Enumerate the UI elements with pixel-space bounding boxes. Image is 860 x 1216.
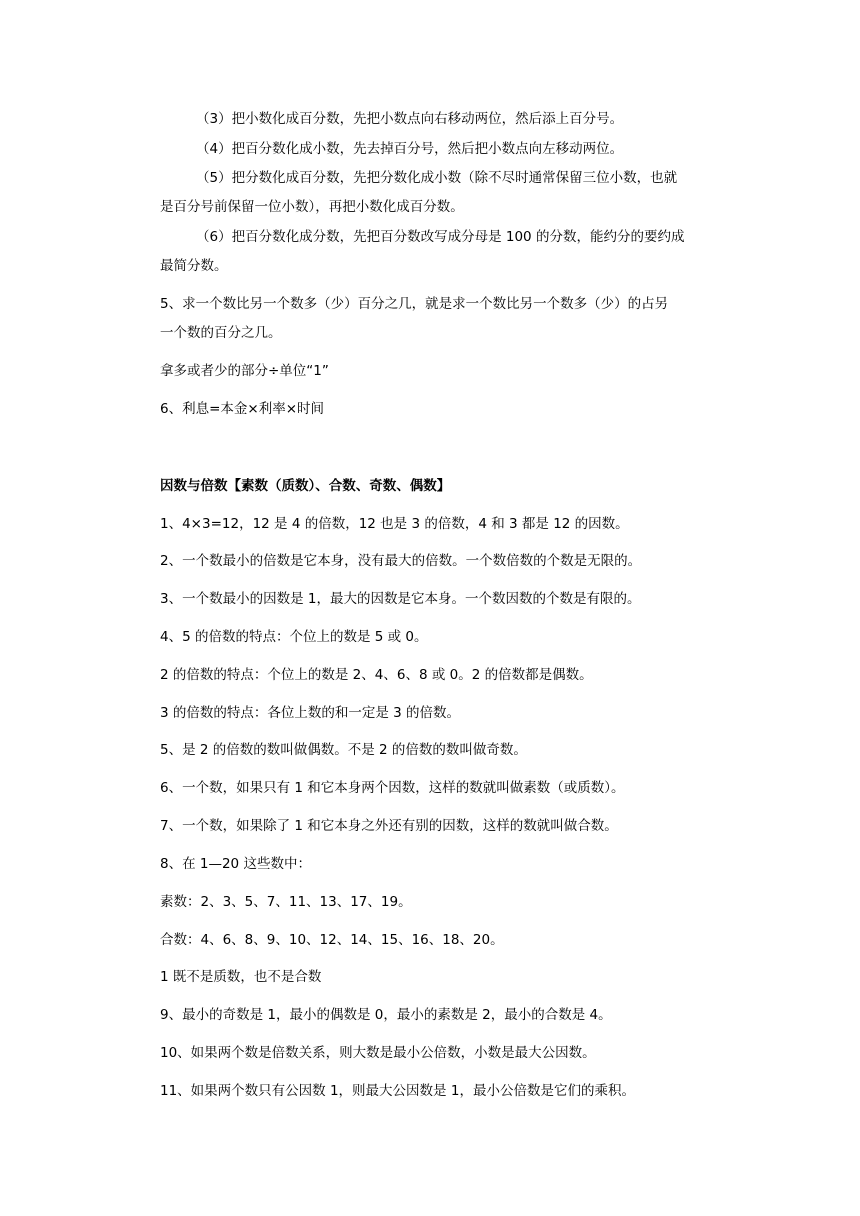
list-item: 3、一个数最小的因数是 1，最大的因数是它本身。一个数因数的个数是有限的。 [160,591,641,607]
list-item: 合数：4、6、8、9、10、12、14、15、16、18、20。 [160,932,504,948]
list-item: 2、一个数最小的倍数是它本身，没有最大的倍数。一个数倍数的个数是无限的。 [160,553,642,569]
list-item: 10、如果两个数是倍数关系，则大数是最小公倍数，小数是最大公因数。 [160,1045,596,1061]
list-item: 1、4×3=12，12 是 4 的倍数，12 也是 3 的倍数，4 和 3 都是 12 的因数。 [160,516,629,532]
list-item: 3 的倍数的特点：各位上数的和一定是 3 的倍数。 [160,705,461,721]
list-item: 素数：2、3、5、7、11、13、17、19。 [160,894,412,910]
percent-rule-5-line1: 5、求一个数比另一个数多（少）百分之几，就是求一个数比另一个数多（少）的占另 [160,296,669,312]
section-heading: 因数与倍数【素数（质数）、合数、奇数、偶数】 [160,478,451,494]
list-item: 9、最小的奇数是 1，最小的偶数是 0，最小的素数是 2，最小的合数是 4。 [160,1007,612,1023]
conversion-rule-6-line1: （6）把百分数化成分数，先把百分数改写成分母是 100 的分数，能约分的要约成 [196,229,685,245]
percent-formula: 拿多或者少的部分÷单位“1” [160,363,329,379]
percent-rule-5-line2: 一个数的百分之几。 [160,325,282,341]
conversion-rule-3: （3）把小数化成百分数，先把小数点向右移动两位，然后添上百分号。 [196,111,624,127]
conversion-rule-4: （4）把百分数化成小数，先去掉百分号，然后把小数点向左移动两位。 [196,141,624,157]
list-item: 5、是 2 的倍数的数叫做偶数。不是 2 的倍数的数叫做奇数。 [160,742,527,758]
list-item: 7、一个数，如果除了 1 和它本身之外还有别的因数，这样的数就叫做合数。 [160,818,618,834]
list-item: 11、如果两个数只有公因数 1，则最大公因数是 1，最小公倍数是它们的乘积。 [160,1083,635,1099]
interest-formula: 6、利息=本金×利率×时间 [160,401,325,417]
list-item: 8、在 1—20 这些数中： [160,856,311,872]
conversion-rule-6-line2: 最简分数。 [160,258,228,274]
list-item: 4、5 的倍数的特点：个位上的数是 5 或 0。 [160,629,428,645]
conversion-rule-5-line1: （5）把分数化成百分数，先把分数化成小数（除不尽时通常保留三位小数，也就 [196,170,678,186]
list-item: 2 的倍数的特点：个位上的数是 2、4、6、8 或 0。2 的倍数都是偶数。 [160,667,593,683]
list-item: 1 既不是质数，也不是合数 [160,969,322,985]
list-item: 6、一个数，如果只有 1 和它本身两个因数，这样的数就叫做素数（或质数）。 [160,780,625,796]
conversion-rule-5-line2: 是百分号前保留一位小数），再把小数化成百分数。 [160,199,464,215]
